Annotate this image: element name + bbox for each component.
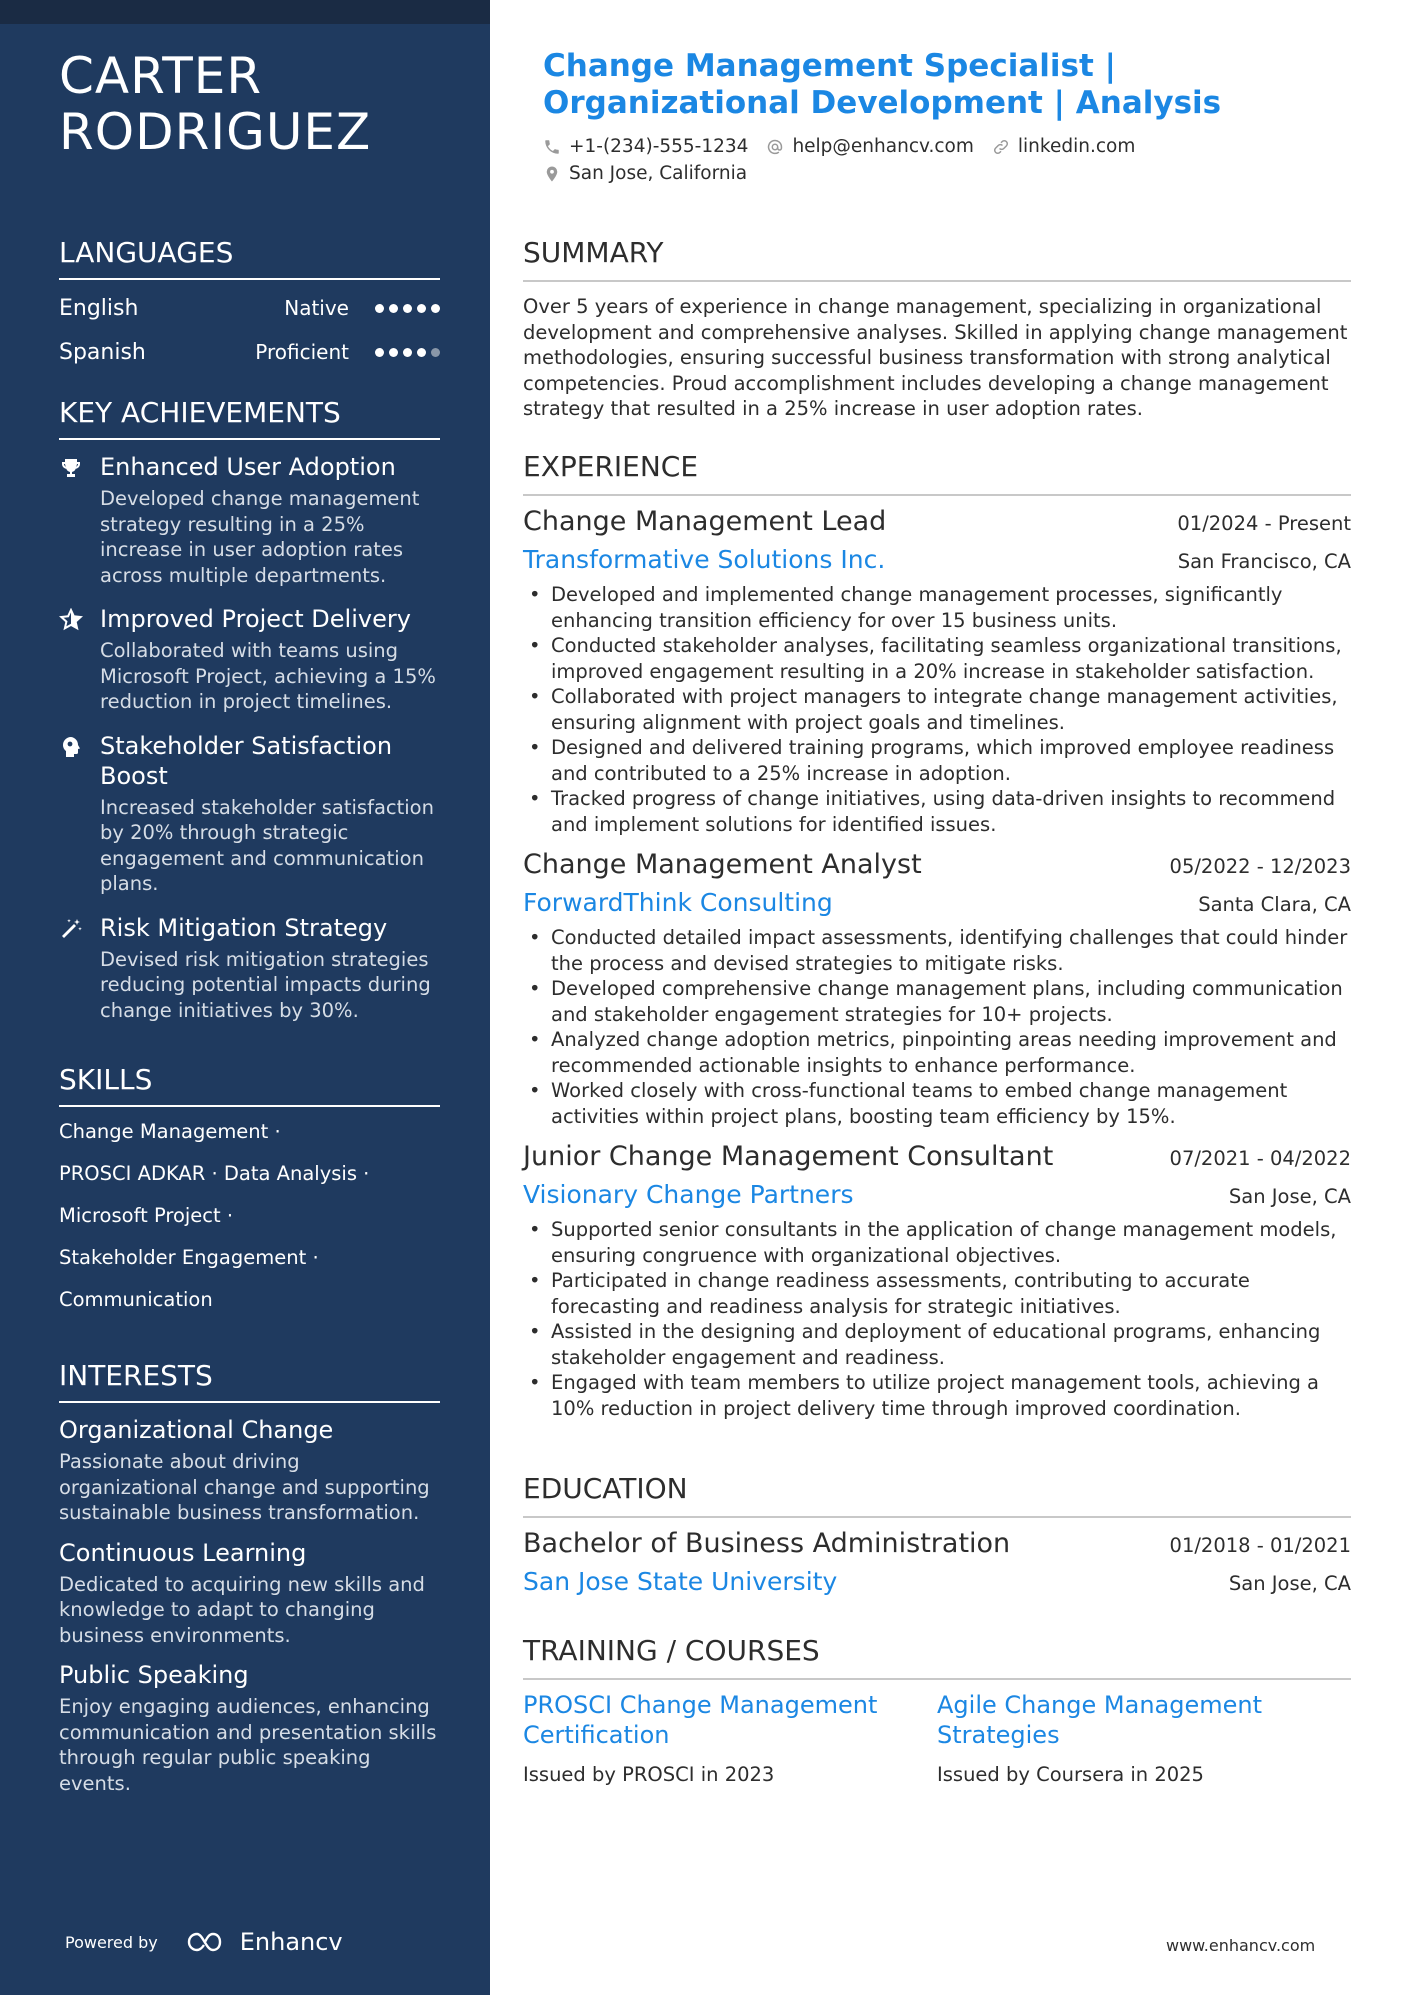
course-issuer: Issued by Coursera in 2025 — [937, 1763, 1204, 1786]
language-name: Spanish — [59, 339, 146, 365]
interest-title: Continuous Learning — [59, 1538, 307, 1567]
language-rating — [375, 304, 440, 313]
contact-phone[interactable] — [543, 136, 748, 157]
trophy-icon — [59, 456, 83, 480]
languages-section — [59, 236, 440, 374]
job-dates: 05/2022 - 12/2023 — [1169, 855, 1351, 878]
job-bullet: • Supported senior consultants in the application of change management models, ensuring congruence with organizational objectives. — [523, 1217, 1351, 1268]
rating-dot-filled — [403, 348, 412, 357]
achievement-description: Devised risk mitigation strategies reducing potential impacts during change initiatives by 30%. — [100, 947, 431, 1022]
language-name: English — [59, 295, 139, 321]
job-bullet: • Analyzed change adoption metrics, pinpointing areas needing improvement and recommended actionable insights to enhance performance. — [523, 1027, 1351, 1078]
job-role: Change Management Analyst — [523, 849, 922, 880]
job-company: Visionary Change Partners — [523, 1180, 854, 1209]
job-bullet: • Developed comprehensive change management plans, including communication and stakeholder engagement strategies for 10+ projects. — [523, 976, 1351, 1027]
job-dates: 07/2021 - 04/2022 — [1169, 1147, 1351, 1170]
language-rating — [375, 348, 440, 357]
skill-line: Communication — [59, 1288, 213, 1311]
summary-text: Over 5 years of experience in change management, specializing in organizational development and comprehensive analyses. Skilled in applying change management methodologies, ensuring successful business transformation with strong analytical competencies. Proud accomplishment includes developing a change management strategy that resulted in a 25% increase in user adoption rates. — [523, 295, 1348, 420]
job-role: Change Management Lead — [523, 506, 887, 537]
phone-icon — [543, 138, 561, 156]
training-heading: TRAINING / COURSES — [523, 1634, 1351, 1680]
rating-dot-filled — [389, 348, 398, 357]
summary-section — [523, 236, 1351, 422]
job-role: Junior Change Management Consultant — [523, 1141, 1054, 1172]
achievement-item — [59, 913, 440, 1024]
interest-item — [59, 1415, 440, 1526]
education-entry — [523, 1526, 1351, 1598]
job-bullet: • Participated in change readiness assessments, contributing to accurate forecasting and readiness analysis for strategic initiatives. — [523, 1268, 1351, 1319]
job-location: Santa Clara, CA — [1198, 893, 1351, 916]
magic-wand-icon — [59, 917, 83, 941]
job-bullet: • Tracked progress of change initiatives, using data-driven insights to recommend and implement solutions for identified issues. — [523, 786, 1351, 837]
education-heading: EDUCATION — [523, 1472, 1351, 1518]
training-section — [523, 1634, 1351, 1788]
rating-dot-filled — [389, 304, 398, 313]
interests-heading: INTERESTS — [59, 1359, 440, 1403]
sidebar — [0, 0, 490, 1995]
achievement-title: Stakeholder Satisfaction Boost — [100, 731, 393, 790]
job-bullet: • Collaborated with project managers to integrate change management activities, ensuring alignment with project goals and timelines. — [523, 684, 1351, 735]
education-dates: 01/2018 - 01/2021 — [1169, 1534, 1351, 1557]
contact-email[interactable] — [766, 136, 973, 157]
achievement-description: Increased stakeholder satisfaction by 20% through strategic engagement and communication plans. — [100, 795, 434, 895]
email-text: help@enhancv.com — [792, 136, 974, 157]
summary-heading: SUMMARY — [523, 236, 1351, 282]
powered-by — [65, 1928, 343, 1956]
enhancv-logo-icon — [186, 1930, 232, 1954]
course-issuer: Issued by PROSCI in 2023 — [523, 1763, 775, 1786]
job-company: Transformative Solutions Inc. — [523, 545, 886, 574]
enhancv-logo[interactable] — [186, 1928, 343, 1956]
achievement-description: Developed change management strategy resulting in a 25% increase in user adoption rates across multiple departments. — [100, 487, 420, 587]
job-bullets — [523, 1217, 1351, 1421]
interest-title: Organizational Change — [59, 1416, 334, 1444]
at-icon — [766, 138, 784, 156]
interest-item — [59, 1538, 440, 1649]
skills-section — [59, 1063, 440, 1321]
contact-linkedin[interactable] — [992, 136, 1135, 157]
job-bullet: • Designed and delivered training programs, which improved employee readiness and contributed to a 25% increase in adoption. — [523, 735, 1351, 786]
achievement-item — [59, 604, 440, 715]
job-bullet: • Worked closely with cross-functional teams to embed change management activities within project plans, boosting team efficiency by 15%. — [523, 1078, 1351, 1129]
star-icon — [59, 608, 83, 632]
education-location: San Jose, CA — [1228, 1572, 1351, 1595]
experience-heading: EXPERIENCE — [523, 450, 1351, 496]
job-bullet: • Assisted in the designing and deployment of educational programs, enhancing stakeholder engagement and readiness. — [523, 1319, 1351, 1370]
job-entry — [523, 1139, 1351, 1421]
language-level: Native — [284, 296, 349, 320]
course-item — [937, 1690, 1351, 1788]
degree: Bachelor of Business Administration — [523, 1528, 1011, 1559]
sidebar-top-bar — [0, 0, 490, 24]
rating-dot-filled — [403, 304, 412, 313]
head-icon — [59, 735, 83, 759]
interest-item — [59, 1660, 440, 1796]
name-first: CARTER — [59, 47, 263, 105]
contact-row-2 — [543, 163, 1323, 184]
skill-line: Microsoft Project · — [59, 1204, 234, 1227]
job-dates: 01/2024 - Present — [1177, 512, 1351, 535]
job-bullet: • Engaged with team members to utilize project management tools, achieving a 10% reduction in project delivery time through improved coordination. — [523, 1370, 1351, 1421]
languages-heading: LANGUAGES — [59, 236, 440, 280]
interest-title: Public Speaking — [59, 1661, 249, 1689]
job-bullets — [523, 582, 1351, 837]
achievements-section — [59, 396, 440, 1023]
language-row — [59, 330, 440, 374]
skill-line: Stakeholder Engagement · — [59, 1246, 319, 1269]
rating-dot-filled — [375, 304, 384, 313]
skill-line: PROSCI ADKAR · Data Analysis · — [59, 1162, 370, 1185]
job-title-headline: Change Management Specialist | Organizational Development | Analysis — [543, 48, 1222, 121]
achievement-title: Improved Project Delivery — [100, 605, 411, 633]
language-level: Proficient — [255, 340, 349, 364]
achievement-item — [59, 452, 440, 588]
interest-description: Dedicated to acquiring new skills and knowledge to adapt to changing business environments. — [59, 1572, 425, 1647]
job-location: San Jose, CA — [1228, 1185, 1351, 1208]
rating-dot-filled — [417, 348, 426, 357]
footer-url[interactable]: www.enhancv.com — [1166, 1936, 1316, 1955]
contact-location — [543, 163, 747, 184]
school: San Jose State University — [523, 1567, 838, 1596]
experience-section — [523, 450, 1351, 1421]
interests-section — [59, 1359, 440, 1796]
enhancv-brand-name: Enhancv — [239, 1928, 343, 1956]
course-title: PROSCI Change Management Certification — [523, 1691, 878, 1749]
location-text: San Jose, California — [569, 163, 748, 184]
rating-dot-filled — [417, 304, 426, 313]
contact-row — [543, 136, 1323, 157]
job-entry — [523, 504, 1351, 837]
powered-by-label: Powered by — [65, 1932, 158, 1952]
education-section — [523, 1472, 1351, 1598]
job-location: San Francisco, CA — [1177, 550, 1351, 573]
link-icon — [992, 138, 1010, 156]
achievements-heading: KEY ACHIEVEMENTS — [59, 396, 440, 440]
candidate-name — [59, 48, 459, 160]
interest-description: Passionate about driving organizational change and supporting sustainable business transformation. — [59, 1450, 430, 1524]
rating-dot-filled — [431, 304, 440, 313]
job-entry — [523, 847, 1351, 1129]
skill-line: Change Management · — [59, 1120, 281, 1143]
job-bullet: • Conducted stakeholder analyses, facilitating seamless organizational transitions, improved engagement resulting in a 20% increase in stakeholder satisfaction. — [523, 633, 1351, 684]
job-bullet: • Developed and implemented change management processes, significantly enhancing transition efficiency for over 15 business units. — [523, 582, 1351, 633]
course-item — [523, 1690, 937, 1788]
interest-description: Enjoy engaging audiences, enhancing communication and presentation skills through regular public speaking events. — [59, 1695, 437, 1795]
achievement-title: Risk Mitigation Strategy — [100, 913, 388, 942]
course-title: Agile Change Management Strategies — [937, 1691, 1262, 1749]
achievement-title: Enhanced User Adoption — [100, 453, 396, 481]
rating-dot-empty — [431, 348, 440, 357]
achievement-item — [59, 731, 440, 897]
phone-text: +1-(234)-555-1234 — [569, 136, 749, 157]
job-bullet: • Conducted detailed impact assessments, identifying challenges that could hinder the process and devised strategies to mitigate risks. — [523, 925, 1351, 976]
achievement-description: Collaborated with teams using Microsoft Project, achieving a 15% reduction in project timelines. — [100, 639, 436, 713]
name-last: RODRIGUEZ — [59, 103, 372, 161]
job-company: ForwardThink Consulting — [523, 888, 833, 917]
skills-heading: SKILLS — [59, 1063, 440, 1107]
linkedin-text: linkedin.com — [1017, 136, 1136, 157]
location-pin-icon — [543, 165, 561, 183]
job-bullets — [523, 925, 1351, 1129]
rating-dot-filled — [375, 348, 384, 357]
language-row — [59, 286, 440, 330]
